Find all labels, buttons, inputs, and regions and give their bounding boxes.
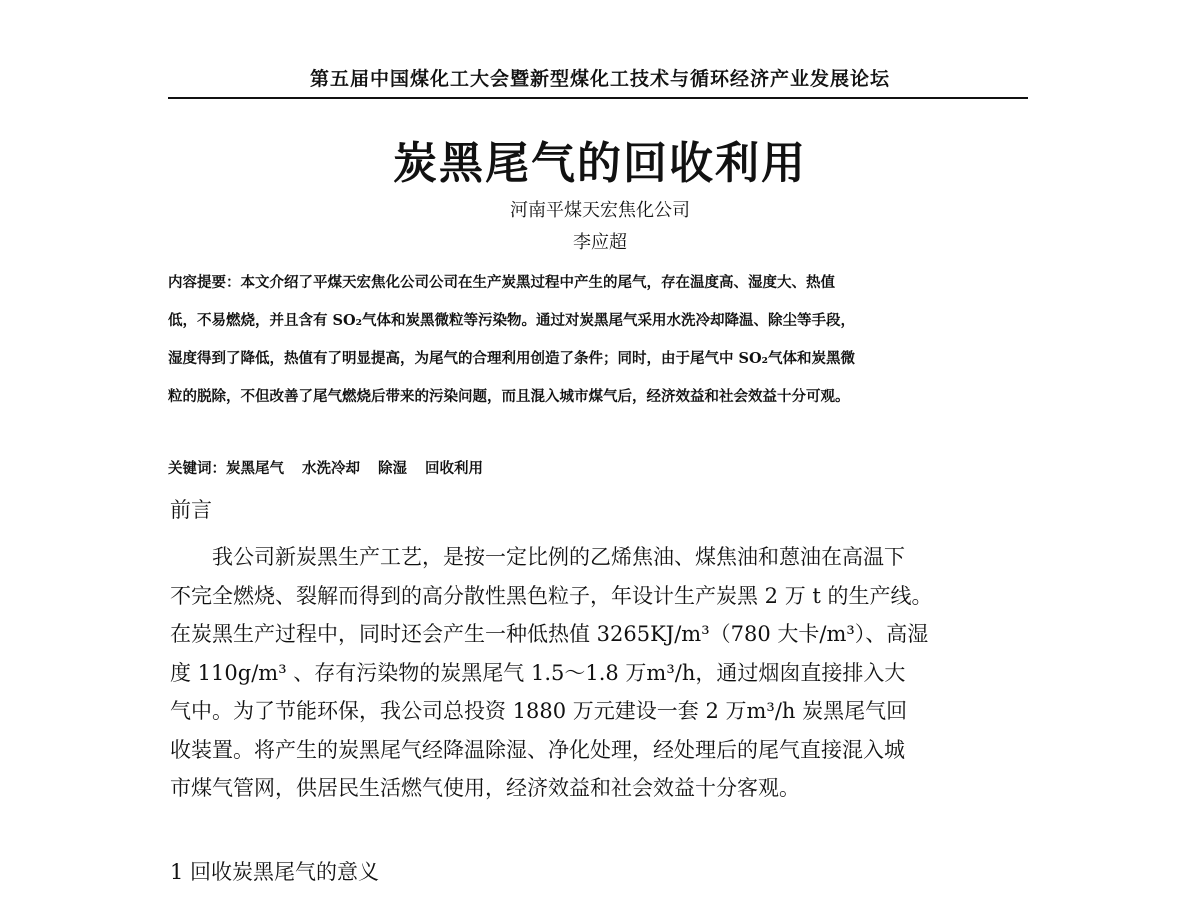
header-divider — [168, 97, 1028, 99]
body-line: 我公司新炭黑生产工艺，是按一定比例的乙烯焦油、煤焦油和蒽油在高温下 — [170, 545, 905, 569]
abstract-line: 粒的脱除，不但改善了尾气燃烧后带来的污染问题，而且混入城市煤气后，经济效益和社会效益十分可观。 — [168, 388, 850, 405]
keywords-label: 关键词： — [168, 460, 226, 477]
body-line: 市煤气管网，供居民生活燃气使用，经济效益和社会效益十分客观。 — [170, 776, 800, 800]
conference-header: 第五届中国煤化工大会暨新型煤化工技术与循环经济产业发展论坛 — [309, 68, 890, 90]
body-line: 气中。为了节能环保，我公司总投资 1880 万元建设一套 2 万m³/h 炭黑尾气回 — [170, 699, 908, 723]
abstract-line: 湿度得到了降低，热值有了明显提高，为尾气的合理利用创造了条件；同时，由于尾气中 SO₂气体和炭黑微 — [168, 350, 855, 367]
body-line: 度 110g/m³ 、存有污染物的炭黑尾气 1.5～1.8 万m³/h，通过烟囱直接排入大 — [170, 660, 906, 685]
keyword: 除湿 — [378, 460, 407, 477]
keywords — [168, 457, 501, 478]
paper-title: 炭黑尾气的回收利用 — [393, 138, 807, 189]
keyword: 炭黑尾气 — [226, 460, 284, 477]
author-name: 李应超 — [573, 232, 627, 253]
preface-heading: 前言 — [170, 498, 212, 522]
section-1-heading: 1 回收炭黑尾气的意义 — [170, 860, 380, 884]
preface-body — [170, 538, 1026, 808]
keyword: 回收利用 — [425, 460, 483, 477]
abstract — [168, 271, 1024, 423]
keyword: 水洗冷却 — [302, 460, 360, 477]
abstract-line: 低，不易燃烧，并且含有 SO₂气体和炭黑微粒等污染物。通过对炭黑尾气采用水洗冷却降温、除尘等手段， — [168, 312, 855, 329]
body-line: 不完全燃烧、裂解而得到的高分散性黑色粒子，年设计生产炭黑 2 万 t 的生产线。 — [170, 583, 933, 608]
abstract-line: 内容提要：本文介绍了平煤天宏焦化公司公司在生产炭黑过程中产生的尾气，存在温度高、湿度大、热值 — [168, 274, 835, 291]
body-line: 在炭黑生产过程中，同时还会产生一种低热值 3265KJ/m³（780 大卡/m³）、高湿 — [170, 622, 929, 646]
body-line: 收装置。将产生的炭黑尾气经降温除湿、净化处理，经处理后的尾气直接混入城 — [170, 737, 905, 762]
author-affiliation: 河南平煤天宏焦化公司 — [510, 200, 690, 221]
